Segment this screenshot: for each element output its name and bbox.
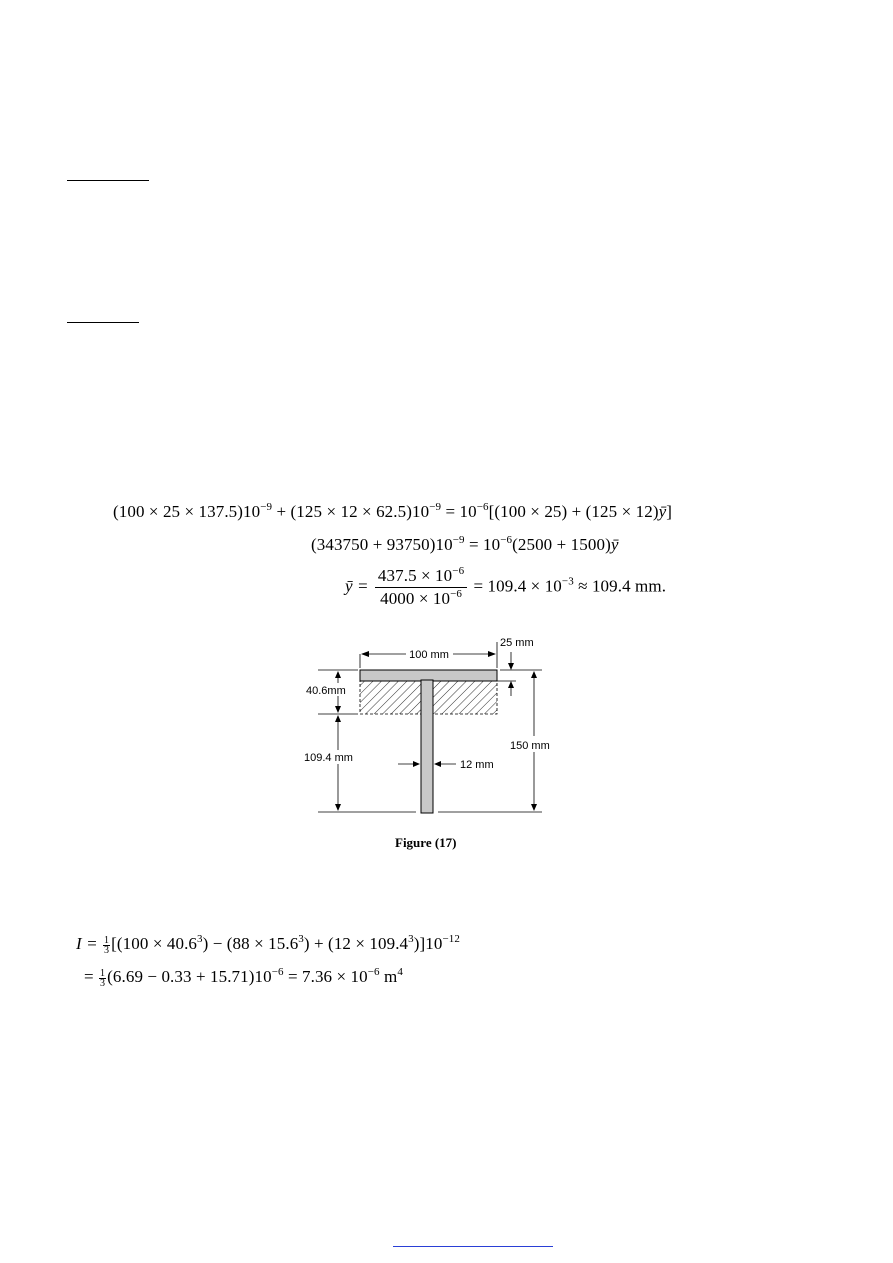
eq3-denominator xyxy=(375,588,467,609)
one-third-fraction xyxy=(99,969,106,988)
eq2-part: (2500 + 1500) xyxy=(512,535,611,554)
eq4-part: ) + (12 × 109.4 xyxy=(303,934,409,953)
eq1-exp: −6 xyxy=(476,501,489,513)
arrow-head xyxy=(361,651,369,657)
eq1-part: (100 × 25 × 137.5)10 xyxy=(113,502,261,521)
flange xyxy=(360,670,497,681)
figure-caption: Figure (17) xyxy=(395,835,457,850)
eq3-den-text: 4000 × 10 xyxy=(380,589,451,608)
eq1-part: + (125 × 12 × 62.5)10 xyxy=(272,502,430,521)
arrow-head xyxy=(434,761,441,767)
arrow-head xyxy=(335,706,341,713)
eq4-exp: 3 xyxy=(197,933,203,945)
eq3-part: = 109.4 × 10 xyxy=(469,576,562,596)
fraction-numerator: 1 xyxy=(104,934,110,946)
eq3-exp: −3 xyxy=(561,575,574,588)
eq5-exp: −6 xyxy=(367,966,380,978)
footer-link[interactable] xyxy=(393,1246,553,1247)
eq4-part: )]10 xyxy=(413,934,443,953)
eq2-part: = 10 xyxy=(464,535,501,554)
width-label: 100 mm xyxy=(409,649,449,661)
web xyxy=(421,680,433,813)
web-label: 12 mm xyxy=(460,759,494,771)
equation-simplified xyxy=(311,535,619,555)
one-third-fraction xyxy=(103,936,110,955)
heading-underline-2 xyxy=(67,322,139,323)
arrow-head xyxy=(531,804,537,811)
arrow-head xyxy=(335,715,341,722)
eq5-lhs: = xyxy=(84,967,99,986)
eq3-numerator xyxy=(375,566,467,588)
eq1-exp: −9 xyxy=(260,501,273,513)
eq3-fraction xyxy=(375,566,467,609)
eq4-lhs: I = xyxy=(76,934,103,953)
eq4-exp: 3 xyxy=(298,933,304,945)
equation-moment-of-inertia xyxy=(76,934,460,955)
eq3-num-exp: −6 xyxy=(452,565,465,577)
ybar-symbol: ȳ xyxy=(610,535,619,554)
eq1-part: = 10 xyxy=(441,502,477,521)
eq3-den-exp: −6 xyxy=(450,588,462,600)
equation-moment-balance xyxy=(113,502,672,522)
fraction-denominator: 3 xyxy=(104,944,110,956)
equation-ybar-result xyxy=(345,566,666,609)
eq3-part: ≈ 109.4 mm. xyxy=(573,576,667,596)
eq5-part: = 7.36 × 10 xyxy=(283,967,368,986)
eq2-exp: −9 xyxy=(452,534,465,546)
eq5-exp: −6 xyxy=(271,966,284,978)
fraction-numerator: 1 xyxy=(100,967,106,979)
arrow-head xyxy=(335,671,341,678)
eq4-exp: −12 xyxy=(442,933,461,945)
eq1-part: [(100 × 25) + (125 × 12) xyxy=(488,502,659,521)
heading-underline-1 xyxy=(67,180,149,181)
flange-label: 25 mm xyxy=(500,637,534,649)
eq3-lhs: ȳ = xyxy=(345,576,373,596)
ybar-symbol: ȳ xyxy=(658,502,667,521)
eq4-part: [(100 × 40.6 xyxy=(111,934,198,953)
eq2-part: (343750 + 93750)10 xyxy=(311,535,453,554)
height-label: 150 mm xyxy=(510,740,550,752)
arrow-head xyxy=(508,663,514,670)
eq4-part: ) − (88 × 15.6 xyxy=(202,934,299,953)
eq5-exp: 4 xyxy=(397,966,403,978)
t-section-figure xyxy=(290,628,580,824)
eq2-exp: −6 xyxy=(500,534,513,546)
eq3-num-text: 437.5 × 10 xyxy=(377,566,453,585)
arrow-head xyxy=(413,761,420,767)
eq1-exp: −9 xyxy=(429,501,442,513)
arrow-head xyxy=(531,671,537,678)
top-part-label: 40.6mm xyxy=(306,685,346,697)
eq4-exp: 3 xyxy=(408,933,414,945)
bottom-part-label: 109.4 mm xyxy=(304,752,353,764)
fraction-denominator: 3 xyxy=(100,977,106,989)
equation-inertia-result xyxy=(84,967,403,988)
eq1-part: ] xyxy=(666,502,672,521)
arrow-head xyxy=(335,804,341,811)
eq5-part: m xyxy=(379,967,398,986)
eq5-part: (6.69 − 0.33 + 15.71)10 xyxy=(107,967,272,986)
arrow-head xyxy=(508,681,514,688)
arrow-head xyxy=(488,651,496,657)
